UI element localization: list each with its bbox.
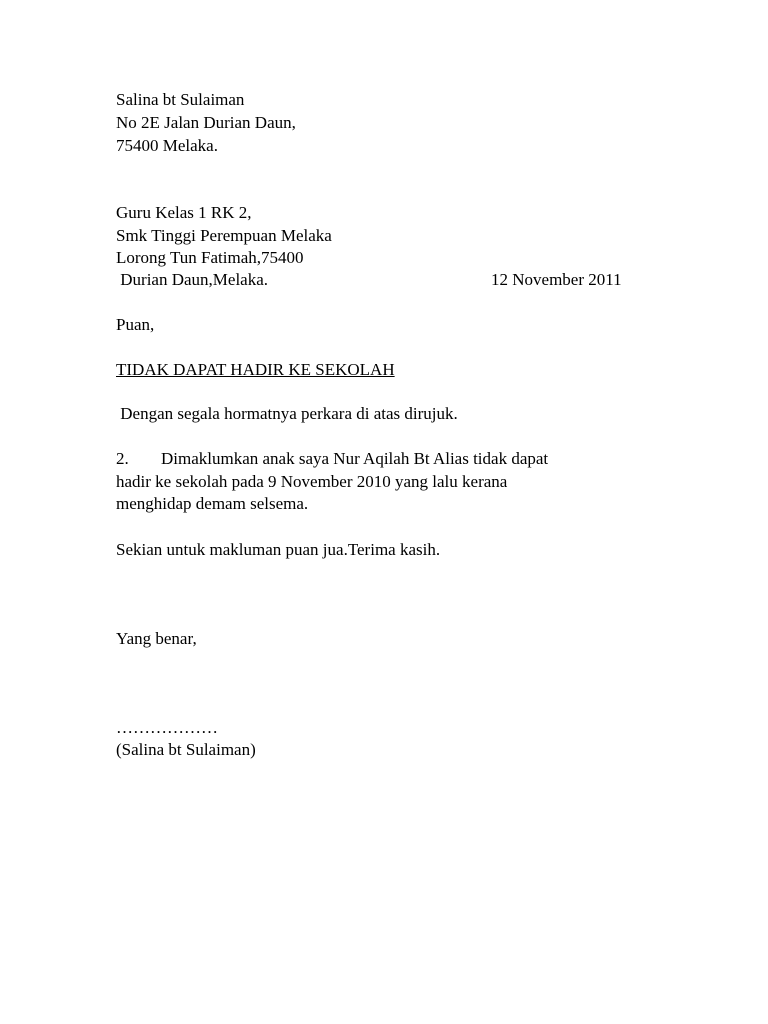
recipient-line2: Smk Tinggi Perempuan Melaka — [116, 226, 332, 245]
recipient-line3: Lorong Tun Fatimah,75400 — [116, 248, 304, 267]
recipient-line1: Guru Kelas 1 RK 2, — [116, 203, 252, 222]
sender-address-line1: No 2E Jalan Durian Daun, — [116, 113, 296, 132]
sender-address-line2: 75400 Melaka. — [116, 136, 218, 155]
recipient-line4: Durian Daun,Melaka. — [116, 270, 269, 289]
sender-name: Salina bt Sulaiman — [116, 90, 245, 109]
paragraph-2-line3: menghidap demam selsema. — [116, 494, 309, 513]
paragraph-2-line1 — [116, 447, 548, 470]
signature-dots: ……………… — [116, 718, 218, 737]
letter-subject: TIDAK DAPAT HADIR KE SEKOLAH — [116, 360, 395, 379]
reference-line: Dengan segala hormatnya perkara di atas dirujuk. — [116, 404, 458, 423]
closing-line: Sekian untuk makluman puan jua.Terima kasih. — [116, 540, 441, 559]
paragraph-2-line2: hadir ke sekolah pada 9 November 2010 yang lalu kerana — [116, 472, 508, 491]
signature-name: (Salina bt Sulaiman) — [116, 740, 256, 759]
paragraph-2-text-line1: Dimaklumkan anak saya Nur Aqilah Bt Alias tidak dapat — [161, 449, 549, 468]
letter-date: 12 November 2011 — [491, 270, 622, 289]
sign-off: Yang benar, — [116, 629, 197, 648]
paragraph-number: 2. — [116, 449, 129, 468]
salutation: Puan, — [116, 315, 155, 334]
